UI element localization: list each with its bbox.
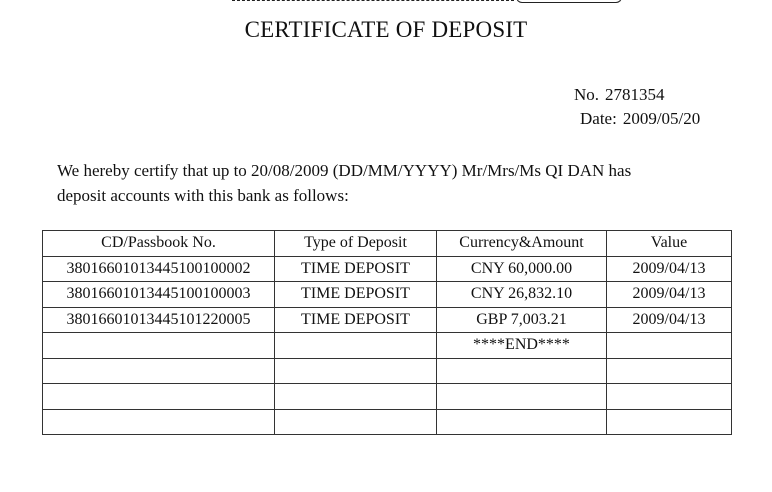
table-header-row	[43, 231, 732, 257]
number-label: No.	[574, 85, 600, 104]
deposit-type-cell: TIME DEPOSIT	[275, 282, 437, 308]
deposit-type-cell: TIME DEPOSIT	[275, 256, 437, 282]
top-tab-outline	[516, 0, 622, 3]
amount-cell	[437, 409, 607, 435]
passbook-no-cell: 38016601013445100100003	[43, 282, 275, 308]
passbook-no-cell	[43, 358, 275, 384]
certify-line-1: We hereby certify that up to 20/08/2009 (DD/MM/YYYY) Mr/Mrs/Ms QI DAN has	[57, 161, 632, 180]
value-date-cell	[607, 384, 732, 410]
header-value: Value	[607, 231, 732, 257]
value-date-cell: 2009/04/13	[607, 256, 732, 282]
date-label: Date:	[580, 109, 617, 128]
table-row	[43, 307, 732, 333]
passbook-no-cell: 38016601013445101220005	[43, 307, 275, 333]
deposit-type-cell	[275, 358, 437, 384]
header-currency-amount: Currency&Amount	[437, 231, 607, 257]
amount-cell: CNY 26,832.10	[437, 282, 607, 308]
certification-statement	[57, 158, 737, 208]
value-date-cell	[607, 409, 732, 435]
table-row-empty	[43, 409, 732, 435]
amount-cell	[437, 384, 607, 410]
certify-line-2: deposit accounts with this bank as follows:	[57, 186, 349, 205]
deposit-type-cell	[275, 333, 437, 359]
value-date-cell	[607, 358, 732, 384]
end-marker-cell: ****END****	[437, 333, 607, 359]
deposit-type-cell	[275, 384, 437, 410]
header-passbook-no: CD/Passbook No.	[43, 231, 275, 257]
table-row-end-marker	[43, 333, 732, 359]
number-value: 2781354	[605, 85, 665, 104]
date-value: 2009/05/20	[622, 109, 701, 128]
table-row	[43, 256, 732, 282]
value-date-cell: 2009/04/13	[607, 307, 732, 333]
passbook-no-cell: 38016601013445100100002	[43, 256, 275, 282]
value-date-cell	[607, 333, 732, 359]
deposit-type-cell: TIME DEPOSIT	[275, 307, 437, 333]
passbook-no-cell	[43, 333, 275, 359]
deposit-table	[42, 230, 732, 435]
deposit-type-cell	[275, 409, 437, 435]
amount-cell: CNY 60,000.00	[437, 256, 607, 282]
passbook-no-cell	[43, 384, 275, 410]
header-type-of-deposit: Type of Deposit	[275, 231, 437, 257]
table-row	[43, 282, 732, 308]
value-date-cell: 2009/04/13	[607, 282, 732, 308]
amount-cell	[437, 358, 607, 384]
certificate-number	[574, 85, 665, 105]
passbook-no-cell	[43, 409, 275, 435]
table-row-empty	[43, 384, 732, 410]
table-row-empty	[43, 358, 732, 384]
document-title: CERTIFICATE OF DEPOSIT	[244, 17, 528, 42]
top-dotted-line	[232, 0, 514, 1]
amount-cell: GBP 7,003.21	[437, 307, 607, 333]
certificate-date	[580, 109, 700, 129]
